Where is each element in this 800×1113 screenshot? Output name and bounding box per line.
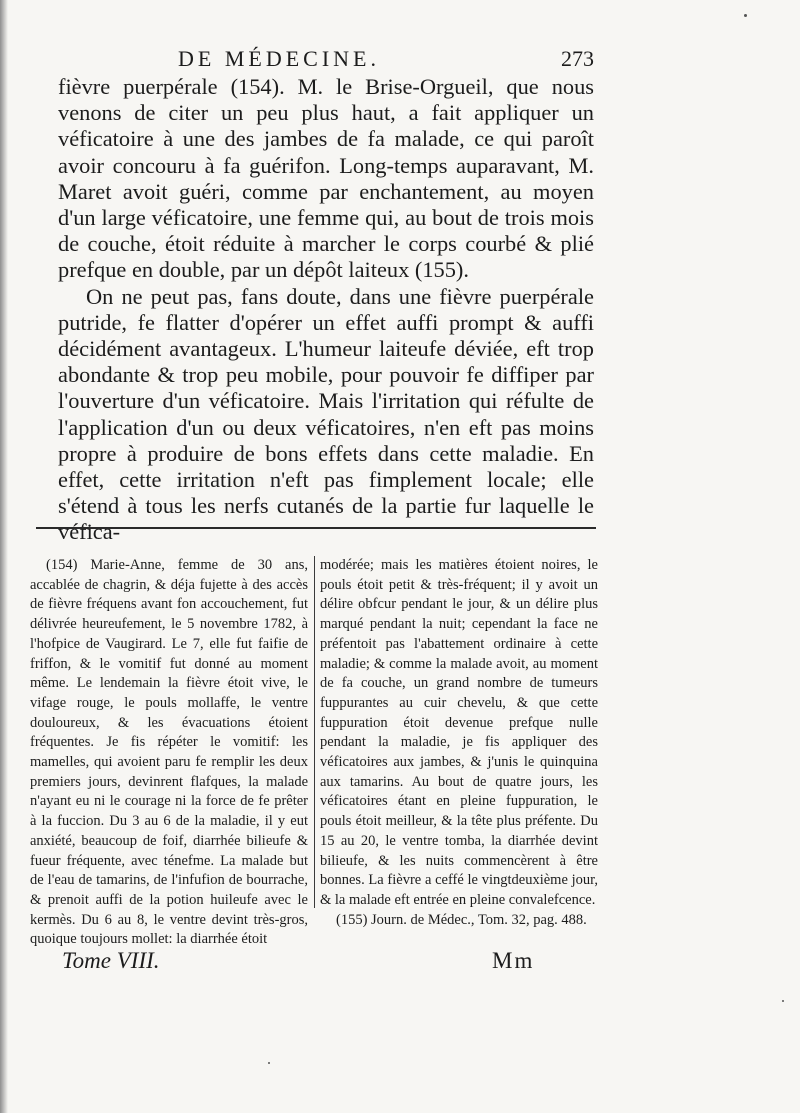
volume-label: Tome VIII.	[62, 948, 160, 973]
page-header	[40, 44, 594, 78]
footnote-154-continued: modérée; mais les matières étoient noires, le pouls étoit petit & très-fréquent; il y avoit un délire obfcur pendant le jour, & un délire plus marqué pendant la nuit; cependant la face ne préfentoit pas l'abattement ordinaire à cette maladie; & comme la malade avoit, au moment de fa couche, un grand nombre de tumeurs fuppurantes au cuir chevelu, & que cette fuppuration étoit devenue prefque nulle pendant la maladie, je fis appliquer des véficatoires aux jambes, & j'unis le quinquina aux tamarins. Au bout de quatre jours, les véficatoires étant en pleine fuppuration, le pouls étoit meilleur, & la tête plus préfente. Du 15 au 20, le ventre tomba, la diarrhée devint bilieufe, & les nuits commencèrent à être bonnes. La fièvre a ceffé le vingtdeuxième jour, & la malade eft entrée en pleine convalefcence.	[320, 557, 598, 908]
footnote-column-right	[320, 556, 598, 950]
page-number: 273	[561, 46, 594, 71]
page-footer	[62, 948, 542, 978]
footnotes	[30, 556, 598, 950]
footnote-column-left	[30, 556, 308, 950]
signature-mark: Mm	[492, 948, 535, 973]
footnote-divider	[36, 527, 596, 529]
main-paragraph: fièvre puerpérale (154). M. le Brise-Orgueil, que nous venons de citer un peu plus haut, a fait appliquer un véficatoire à une des jambes de fa malade, ce qui paroît avoir concouru à fa guérifon. Long-temps auparavant, M. Maret avoit guéri, comme par enchantement, au moyen d'un large véficatoire, une femme qui, au bout de trois mois de couche, étoit réduite à marcher le corps courbé & plié prefque en double, par un dépôt laiteux (155).	[58, 74, 594, 283]
running-head: DE MÉDECINE.	[178, 46, 380, 71]
column-rule	[314, 556, 315, 908]
footnote-154: (154) Marie-Anne, femme de 30 ans, accablée de chagrin, & déja fujette à des accès de fièvre fréquens avant fon accouchement, fut délivrée heureufement, le 5 novembre 1782, à l'hofpice de Vaugirard. Le 7, elle fut faifie de friffon, & le vomitif fut donné au moment même. Le lendemain la fièvre étoit vive, le vifage rouge, le pouls mollaffe, le ventre douloureux, & les évacuations étoient fréquentes. Je fis répéter le vomitif: les mamelles, qui avoient paru fe remplir les deux premiers jours, devinrent flafques, la malade n'ayant eu ni le courage ni la force de fe prêter à la fuccion. Du 3 au 6 de la maladie, il y eut anxiété, beaucoup de foif, diarrhée bilieufe & fueur fréquente, avec ténefme. La malade but de l'eau de tamarins, de l'infufion de bourrache, & prenoit auffi de la potion huileufe avec le kermès. Du 6 au 8, le ventre devint très-gros, quoique toujours mollet: la diarrhée étoit	[30, 557, 308, 948]
main-text	[58, 74, 594, 546]
main-paragraph: On ne peut pas, fans doute, dans une fièvre puerpérale putride, fe flatter d'opérer un effet auffi prompt & auffi décidément avantageux. L'humeur laiteufe déviée, eft trop abondante & trop peu mobile, pour pouvoir fe diffiper par l'ouverture d'un véficatoire. Mais l'irritation qui réfulte de l'application d'un ou deux véficatoires, n'en eft pas moins propre à produire de bons effets dans cette maladie. En effet, cette irritation n'eft pas fimplement locale; elle s'étend à tous les nerfs cutanés de la partie fur laquelle le véfica-	[58, 283, 594, 545]
footnote-155: (155) Journ. de Médec., Tom. 32, pag. 488.	[336, 911, 587, 928]
